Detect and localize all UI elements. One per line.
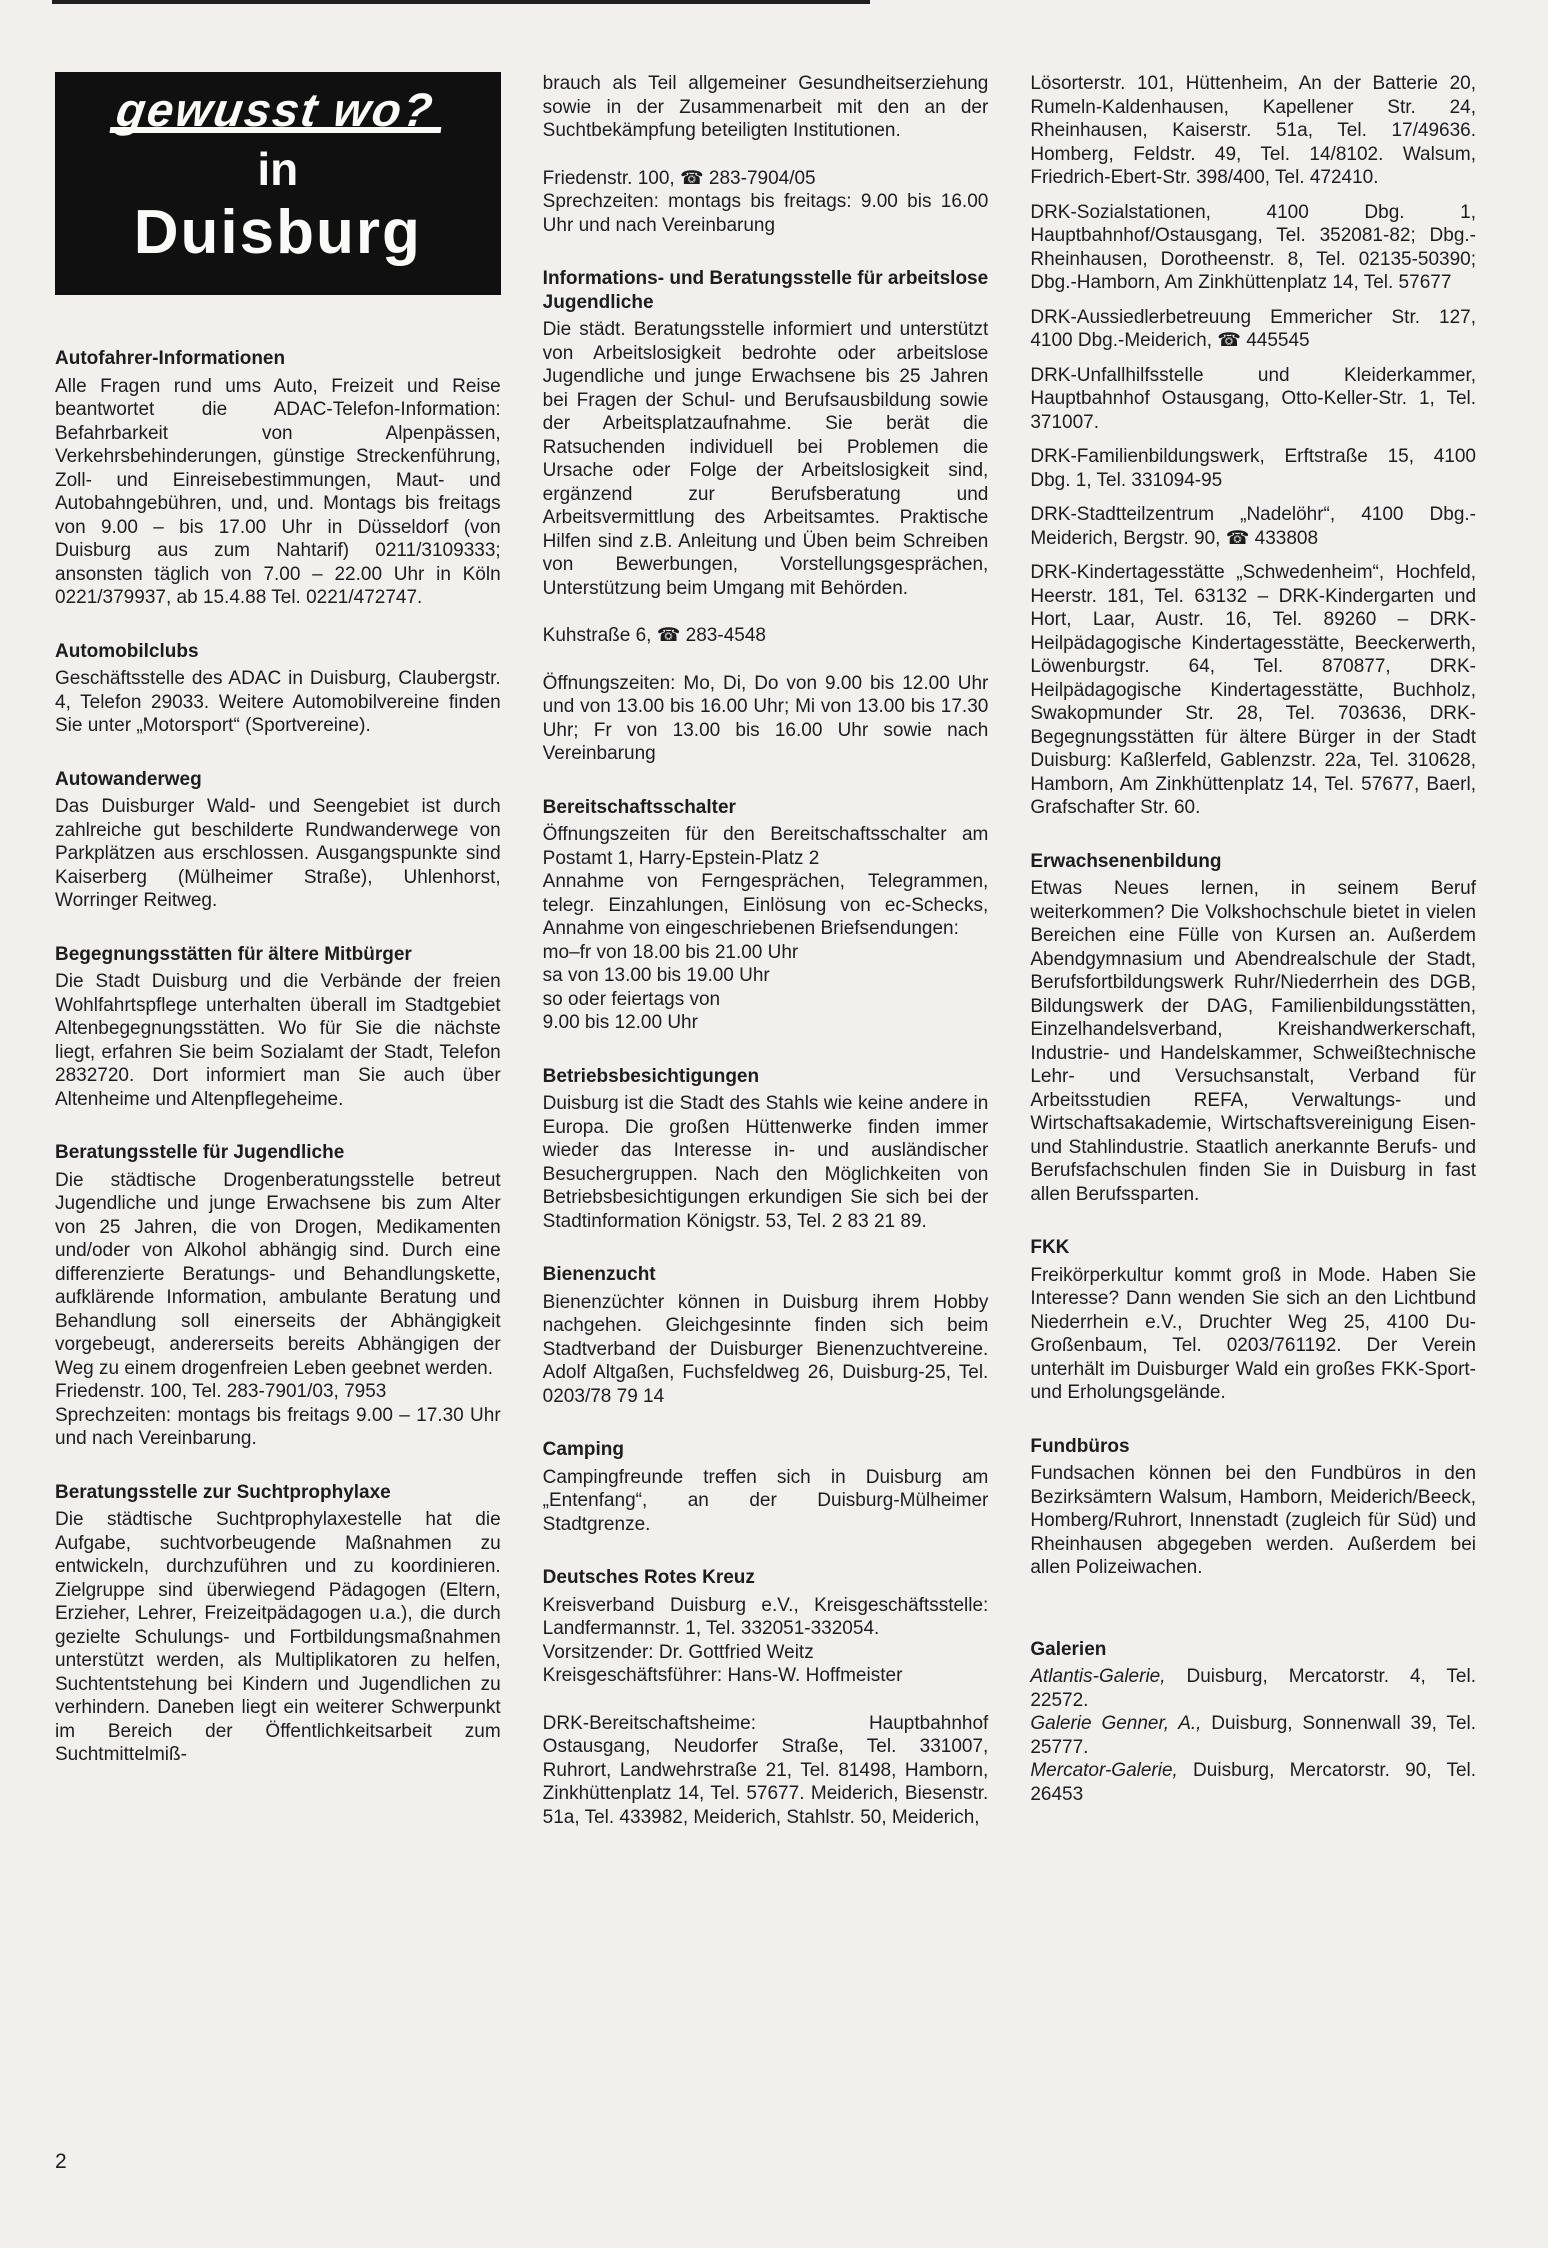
- section-heading: Informations- und Beratungsstelle für arbeitslose Jugendliche: [542, 268, 989, 313]
- paragraph: Vorsitzender: Dr. Gottfried Weitz: [542, 1641, 814, 1663]
- section-heading: Fundbüros: [1030, 1435, 1130, 1457]
- section-heading: Betriebsbesichtigungen: [542, 1065, 760, 1087]
- paragraph: Atlantis-Galerie, Duisburg, Mercatorstr. 4, Tel. 22572.: [1030, 1666, 1477, 1711]
- paragraph: Galerie Genner, A., Duisburg, Sonnenwall 39, Tel. 25777.: [1030, 1713, 1477, 1758]
- logo-city-text: Duisburg: [133, 198, 422, 268]
- paragraph: DRK-Bereitschaftsheime: Hauptbahnhof Ostausgang, Neudorfer Straße, Tel. 331007, Ruhrort, Landwehrstraße 21, Tel. 81498, Hamborn, Zinkhüttenplatz 14, Tel. 57677. Meiderich, Biesenstr. 51a, Tel. 433982, Meiderich, Stahlstr. 50, Meiderich,: [542, 1712, 989, 1828]
- paragraph: 9.00 bis 12.00 Uhr: [542, 1012, 698, 1033]
- paragraph: Öffnungszeiten: Mo, Di, Do von 9.00 bis 12.00 Uhr und von 13.00 bis 16.00 Uhr; Mi von 13.00 bis 17.30 Uhr; Fr von 13.00 bis 16.00 Uhr sowie nach Vereinbarung: [542, 672, 989, 764]
- paragraph: Alle Fragen rund ums Auto, Freizeit und Reise beantwortet die ADAC-Telefon-Information: Befahrbarkeit von Alpenpässen, Verkehrsbehinderungen, günstige Streckenführung, Zoll- und Einreisebestimmungen, Maut- und Autobahngebühren, und, und. Montags bis freitags von 9.00 – bis 17.00 Uhr in Düsseldorf (von Duisburg aus zum Nahtarif) 0211/3109333; ansonsten täglich von 7.00 – 22.00 Uhr in Köln 0221/379937, ab 15.4.88 Tel. 0221/472747.: [55, 375, 501, 609]
- paragraph: DRK-Familienbildungswerk, Erftstraße 15, 4100 Dbg. 1, Tel. 331094-95: [1030, 446, 1477, 491]
- paragraph: Die städt. Beratungsstelle informiert und unterstützt von Arbeitslosigkeit bedrohte oder arbeitslose Jugendliche und junge Erwachsene bis 25 Jahren bei Fragen der Schul- und Berufsausbildung sowie der Arbeitsplatzaufnahme. Sie berät die Ratsuchenden individuell bei Problemen die Ursache oder Folge der Arbeitslosigkeit sind, ergänzend zur Berufsberatung und Arbeitsvermittlung des Arbeitsamtes. Praktische Hilfen sind z.B. Anleitung und Üben beim Schreiben von Bewerbungen, Vorstellungsgesprächen, Unterstützung beim Umgang mit Behörden.: [542, 319, 989, 599]
- italic-lead: Galerie Genner, A.,: [1030, 1713, 1202, 1734]
- section-heading: Bienenzucht: [542, 1264, 656, 1285]
- paragraph: Annahme von Ferngesprächen, Telegrammen, telegr. Einzahlungen, Einlösung von ec-Schecks, Annahme von eingeschriebenen Briefsendungen:: [542, 871, 989, 939]
- column-3: [1030, 72, 1476, 1829]
- section-heading: Bereitschaftsschalter: [542, 796, 736, 818]
- paragraph: Kuhstraße 6, ☎ 283-4548: [542, 625, 766, 646]
- section-heading: Begegnungsstätten für ältere Mitbürger: [55, 943, 412, 965]
- paragraph: so oder feiertags von: [542, 988, 721, 1010]
- paragraph: Das Duisburger Wald- und Seengebiet ist durch zahlreiche gut beschilderte Rundwanderwege von Parkplätzen aus erschlossen. Ausgangspunkte sind Kaiserberg (Mülheimer Straße), Uhlenhorst, Worringer Reitweg.: [55, 796, 501, 912]
- section-heading: Autofahrer-Informationen: [55, 348, 286, 370]
- paragraph: Lösorterstr. 101, Hüttenheim, An der Batterie 20, Rumeln-Kaldenhausen, Kapellener Str. 24, Rheinhausen, Kaiserstr. 51a, Tel. 17/49636. Homberg, Feldstr. 49, Tel. 14/8102. Walsum, Friedrich-Ebert-Str. 398/400, Tel. 472410.: [1030, 73, 1477, 188]
- page-number: 2: [55, 2150, 67, 2173]
- section-heading: Beratungsstelle für Jugendliche: [55, 1142, 345, 1164]
- logo-script-line: [75, 83, 481, 145]
- paragraph: Kreisgeschäftsführer: Hans-W. Hoffmeister: [542, 1665, 903, 1686]
- paragraph: Die städtische Suchtprophylaxestelle hat die Aufgabe, suchtvorbeugende Maßnahmen zu entwickeln, durchzuführen und zu koordinieren. Zielgruppe sind überwiegend Pädagogen (Eltern, Erzieher, Lehrer, Freizeitpädagogen u.a.), die durch gezielte Schulungs- und Fortbildungsmaßnahmen unterstützt werden, als Multiplikatoren zu helfen, Suchtentstehung bei Kindern und Jugendlichen zu verhindern. Daneben liegt ein weiterer Schwerpunkt im Bereich der Öffentlichkeitsarbeit zum Suchtmittelmiß-: [55, 1509, 501, 1766]
- paragraph: Öffnungszeiten für den Bereitschaftsschalter am Postamt 1, Harry-Epstein-Platz 2: [542, 824, 989, 869]
- italic-lead: Mercator-Galerie,: [1030, 1760, 1178, 1781]
- paragraph: DRK-Aussiedlerbetreuung Emmericher Str. 127, 4100 Dbg.-Meiderich, ☎ 445545: [1030, 306, 1477, 351]
- paragraph: Fundsachen können bei den Fundbüros in den Bezirksämtern Walsum, Hamborn, Meiderich/Beeck, Homberg/Ruhrort, Innenstadt (zugleich für Süd) und Rheinhausen abgegeben werden. Außerdem bei allen Polizeiwachen.: [1030, 1463, 1477, 1578]
- section-heading: Erwachsenenbildung: [1030, 850, 1222, 872]
- paragraph: mo–fr von 18.00 bis 21.00 Uhr: [542, 941, 799, 963]
- italic-lead: Atlantis-Galerie,: [1030, 1666, 1166, 1687]
- section-heading: Autowanderweg: [55, 768, 202, 790]
- paragraph: sa von 13.00 bis 19.00 Uhr: [542, 965, 770, 986]
- paragraph: brauch als Teil allgemeiner Gesundheitserziehung sowie in der Zusammenarbeit mit den an der Suchtbekämpfung beteiligten Institutionen.: [542, 73, 989, 141]
- paragraph: Etwas Neues lernen, in seinem Beruf weiterkommen? Die Volkshochschule bietet in vielen Bereichen eine Fülle von Kursen an. Außerdem Abendgymnasium und Abendrealschule der Stadt, Berufsfortbildungswerk Ruhr/Niederrhein des DGB, Bildungswerk der DAG, Familienbildungsstätten, Einzelhandelsverband, Kreishandwerkerschaft, Industrie- und Handelskammer, Schweißtechnische Lehr- und Versuchsanstalt, Verband für Arbeitsstudien REFA, Verwaltungs- und Wirtschaftsakademie, Wirtschaftsvereinigung Eisen- und Stahlindustrie. Staatlich anerkannte Berufs- und Berufsfachschulen finden Sie in Duisburg in fast allen Berufssparten.: [1030, 878, 1477, 1205]
- paragraph: Kreisverband Duisburg e.V., Kreisgeschäftsstelle: Landfermannstr. 1, Tel. 332051-332054.: [542, 1594, 989, 1639]
- gewusst-wo-logo: [55, 72, 501, 295]
- column-2: [543, 72, 989, 1829]
- paragraph: Campingfreunde treffen sich in Duisburg am „Entenfang“, an der Duisburg-Mülheimer Stadtgrenze.: [542, 1466, 989, 1535]
- paragraph: Duisburg ist die Stadt des Stahls wie keine andere in Europa. Die großen Hüttenwerke finden immer wieder das Interesse in- und ausländischer Besuchergruppen. Nach den Möglichkeiten von Betriebsbesichtigungen erkundigen Sie sich bei der Stadtinformation Königstr. 53, Tel. 2 83 21 89.: [542, 1093, 989, 1232]
- paragraph: DRK-Unfallhilfsstelle und Kleiderkammer, Hauptbahnhof Ostausgang, Otto-Keller-Str. 1, Tel. 371007.: [1030, 364, 1477, 433]
- paragraph: Mercator-Galerie, Duisburg, Mercatorstr. 90, Tel. 26453: [1030, 1760, 1477, 1805]
- paragraph: Friedenstr. 100, Tel. 283-7901/03, 7953: [55, 1381, 387, 1403]
- page-edge-artifact: [52, 0, 870, 4]
- three-column-layout: [55, 72, 1476, 1829]
- paragraph: Geschäftsstelle des ADAC in Duisburg, Claubergstr. 4, Telefon 29033. Weitere Automobilvereine finden Sie unter „Motorsport“ (Sportvereine).: [55, 668, 501, 737]
- paragraph: DRK-Kindertagesstätte „Schwedenheim“, Hochfeld, Heerstr. 181, Tel. 63132 – DRK-Kindergarten und Hort, Laar, Austr. 16, Tel. 89260 – DRK-Heilpädagogische Kindertagesstätte, Beeckerwerth, Löwenburgstr. 64, Tel. 870877, DRK-Heilpädagogische Kindertagesstätte, Buchholz, Swakopmunder Str. 28, Tel. 703636, DRK-Begegnungsstätten für ältere Bürger in der Stadt Duisburg: Kaßlerfeld, Gablenzstr. 22a, Tel. 310628, Hamborn, Am Zinkhüttenplatz 14, Tel. 57677, Baerl, Grafschafter Str. 60.: [1030, 562, 1477, 818]
- paragraph: Sprechzeiten: montags bis freitags: 9.00 bis 16.00 Uhr und nach Vereinbarung: [542, 191, 989, 236]
- column-1: [55, 72, 501, 1829]
- section-heading: Camping: [542, 1439, 624, 1460]
- paragraph: DRK-Stadtteilzentrum „Nadelöhr“, 4100 Dbg.-Meiderich, Bergstr. 90, ☎ 433808: [1030, 504, 1477, 549]
- section-heading: Deutsches Rotes Kreuz: [542, 1567, 755, 1588]
- section-heading: Galerien: [1030, 1638, 1107, 1660]
- paragraph: Die städtische Drogenberatungsstelle betreut Jugendliche und junge Erwachsene bis zum Alter von 25 Jahren, die von Drogen, Medikamenten und/oder von Alkohol abhängig sind. Durch eine differenzierte Beratungs- und Behandlungskette, aufklärende Information, ambulante Beratung und Behandlung soll einerseits der Abhängigkeit vorgebeugt, andererseits bereits Abhängigen der Weg zu einem drogenfreien Leben geebnet werden.: [55, 1169, 501, 1379]
- paragraph: Sprechzeiten: montags bis freitags 9.00 – 17.30 Uhr und nach Vereinbarung.: [55, 1404, 501, 1450]
- paragraph: Die Stadt Duisburg und die Verbände der freien Wohlfahrtspflege unterhalten überall im Stadtgebiet Altenbegegnungsstätten. Wo für Sie die nächste liegt, erfahren Sie beim Sozialamt der Stadt, Telefon 2832720. Dort informiert man Sie auch über Altenheime und Altenpflegeheime.: [55, 971, 501, 1110]
- section-heading: FKK: [1030, 1237, 1070, 1258]
- paragraph: Freikörperkultur kommt groß in Mode. Haben Sie Interesse? Dann wenden Sie sich an den Lichtbund Niederrhein e.V., Druchter Weg 25, 4100 Du-Großenbaum, Tel. 0203/761192. Der Verein unterhält im Duisburger Wald ein großes FKK-Sport- und Erholungsgelände.: [1030, 1264, 1477, 1403]
- logo-in-text: in: [257, 142, 299, 195]
- paragraph: Friedenstr. 100, ☎ 283-7904/05: [542, 167, 816, 189]
- section-heading: Automobilclubs: [55, 640, 199, 662]
- logo-script-text: gewusst wo?: [110, 98, 446, 133]
- paragraph: DRK-Sozialstationen, 4100 Dbg. 1, Hauptbahnhof/Ostausgang, Tel. 352081-82; Dbg.-Rheinhausen, Dorotheenstr. 8, Tel. 02135-50390; Dbg.-Hamborn, Am Zinkhüttenplatz 14, Tel. 57677: [1030, 201, 1477, 293]
- section-heading: Beratungsstelle zur Suchtprophylaxe: [55, 1481, 391, 1503]
- paragraph: Bienenzüchter können in Duisburg ihrem Hobby nachgehen. Gleichgesinnte finden sich beim Stadtverband der Duisburger Bienenzuchtvereine. Adolf Altgaßen, Fuchsfeldweg 26, Duisburg-25, Tel. 0203/78 79 14: [542, 1291, 989, 1407]
